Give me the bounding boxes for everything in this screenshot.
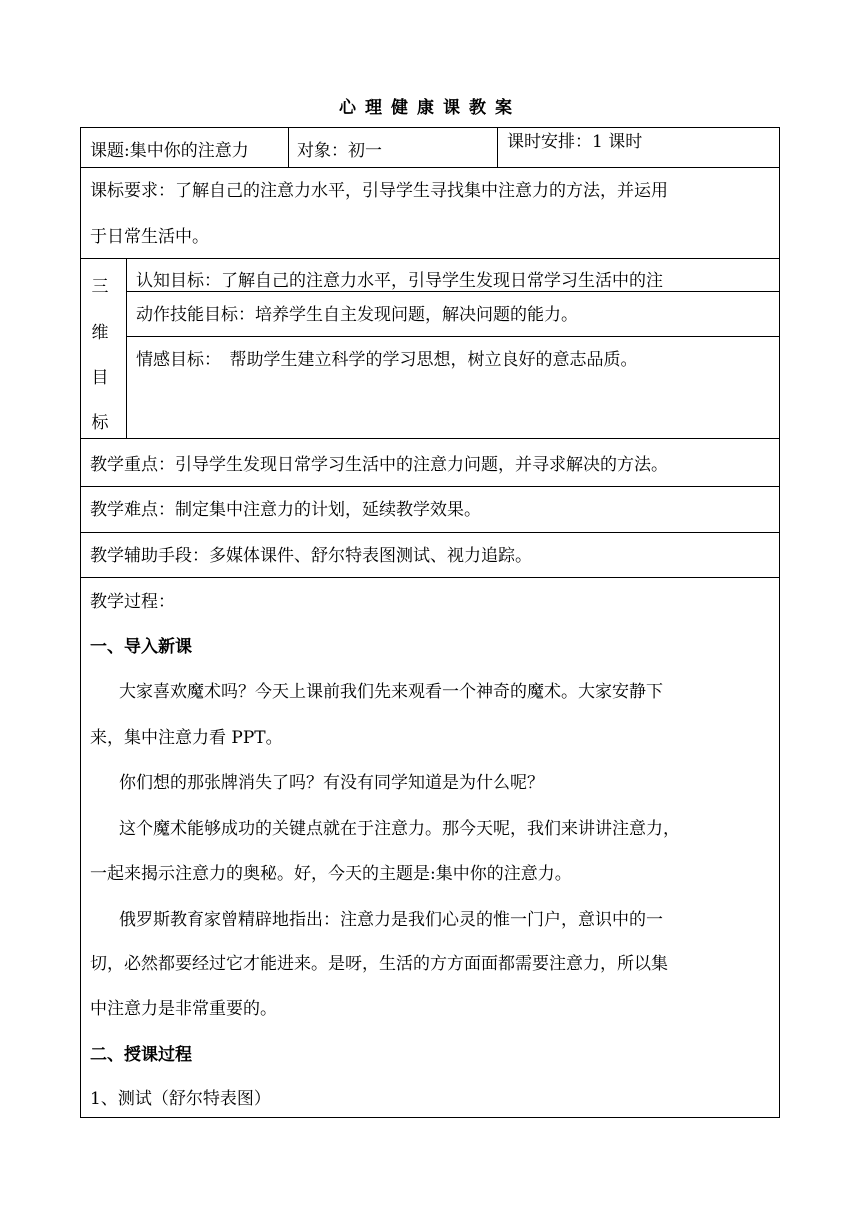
teaching-aids: 教学辅助手段：多媒体课件、舒尔特表图测试、视力追踪。 (90, 546, 532, 566)
row-divider (126, 291, 780, 292)
topic-cell: 课题:集中你的注意力 (90, 141, 249, 161)
row-divider (80, 532, 780, 533)
row-divider (80, 438, 780, 439)
list-item: 1、测试（舒尔特表图） (90, 1089, 271, 1109)
section-heading: 一、导入新课 (90, 637, 192, 657)
col-divider (497, 127, 498, 167)
curriculum-line: 课标要求：了解自己的注意力水平，引导学生寻找集中注意力的方法，并运用 (90, 181, 668, 201)
row-divider (80, 258, 780, 259)
three-dim-label-char: 维 (91, 323, 109, 343)
col-divider (126, 258, 127, 438)
col-divider (288, 127, 289, 167)
paragraph-line: 中注意力是非常重要的。 (90, 999, 277, 1019)
affective-goal: 情感目标： 帮助学生建立科学的学习思想，树立良好的意志品质。 (136, 350, 638, 370)
motor-goal: 动作技能目标：培养学生自主发现问题，解决问题的能力。 (136, 305, 578, 325)
paragraph-line: 来，集中注意力看 PPT。 (90, 728, 283, 748)
cognitive-goal: 认知目标：了解自己的注意力水平，引导学生发现日常学习生活中的注 (136, 271, 663, 291)
row-divider (80, 167, 780, 168)
process-heading: 教学过程： (90, 592, 175, 612)
three-dim-label-char: 标 (91, 413, 109, 433)
key-point: 教学重点：引导学生发现日常学习生活中的注意力问题，并寻求解决的方法。 (90, 455, 668, 475)
three-dim-label-char: 三 (91, 277, 109, 297)
row-divider (80, 577, 780, 578)
section-heading: 二、授课过程 (90, 1045, 192, 1065)
three-dim-label-char: 目 (91, 368, 109, 388)
page-title: 心理健康课教案 (339, 98, 521, 118)
paragraph-line: 这个魔术能够成功的关键点就在于注意力。那今天呢，我们来讲讲注意力， (119, 819, 680, 839)
row-divider (126, 336, 780, 337)
audience-cell: 对象：初一 (297, 141, 382, 161)
difficulty: 教学难点：制定集中注意力的计划，延续教学效果。 (90, 500, 481, 520)
paragraph-line: 切，必然都要经过它才能进来。是呀，生活的方方面面都需要注意力，所以集 (90, 954, 668, 974)
paragraph-line: 一起来揭示注意力的奥秘。好，今天的主题是:集中你的注意力。 (90, 864, 572, 884)
paragraph-line: 大家喜欢魔术吗？今天上课前我们先来观看一个神奇的魔术。大家安静下 (119, 682, 663, 702)
paragraph-line: 你们想的那张牌消失了吗？有没有同学知道是为什么呢？ (119, 773, 544, 793)
curriculum-line: 于日常生活中。 (90, 227, 209, 247)
paragraph-line: 俄罗斯教育家曾精辟地指出：注意力是我们心灵的惟一门户，意识中的一 (119, 910, 663, 930)
schedule-cell: 课时安排：1 课时 (507, 132, 643, 152)
row-divider (80, 486, 780, 487)
